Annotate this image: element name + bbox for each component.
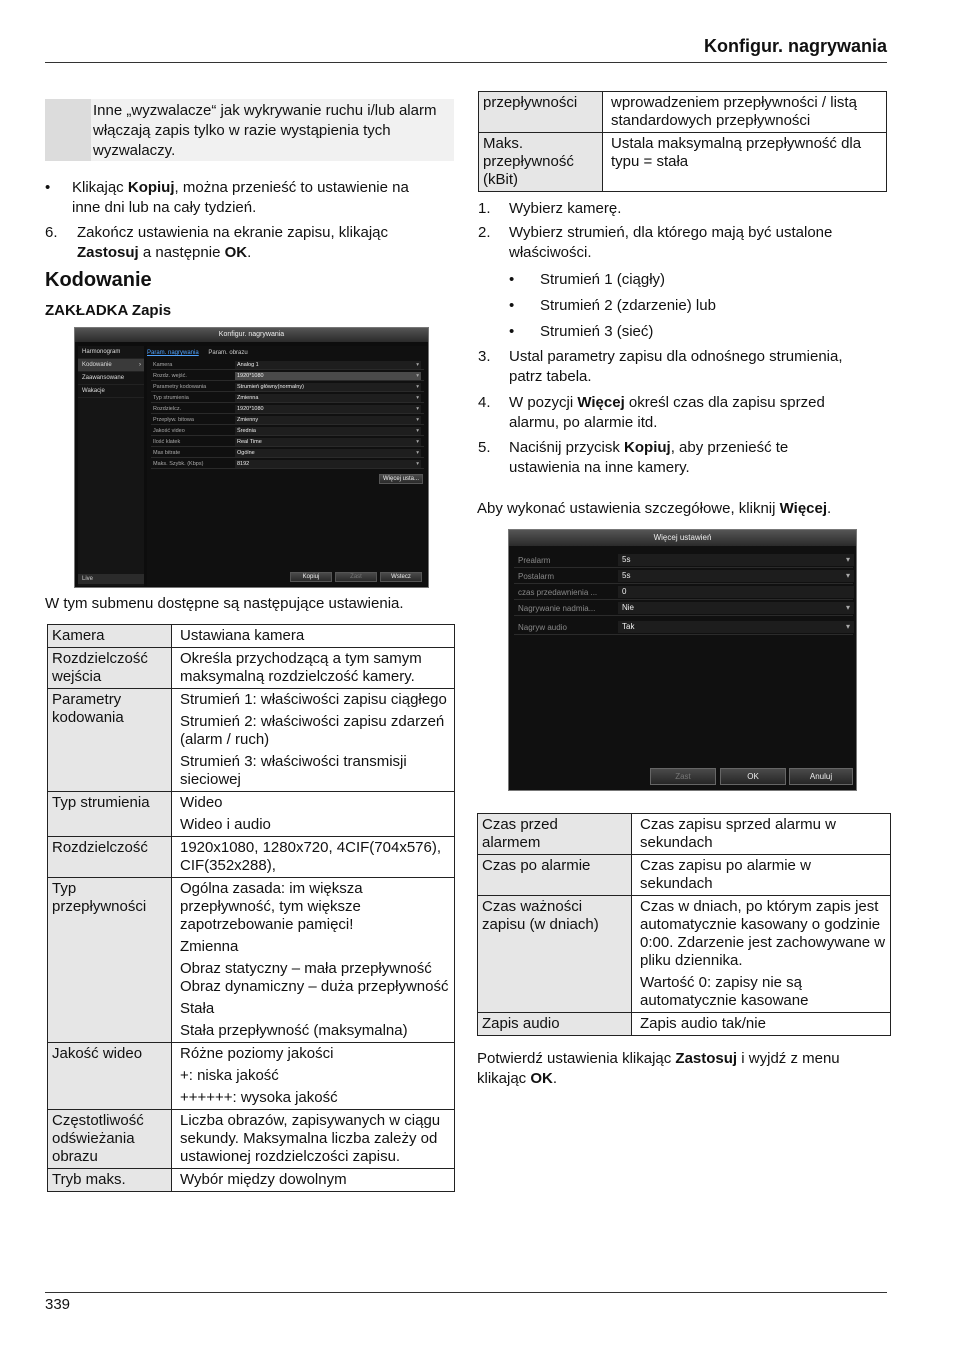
param-desc-paragraph: Stała bbox=[180, 1000, 215, 1017]
field-resolution[interactable] bbox=[151, 405, 424, 414]
field-value-box bbox=[235, 460, 421, 468]
param-name-line: Parametry bbox=[52, 691, 122, 708]
step4-line2: alarmu, po alarmie itd. bbox=[509, 414, 658, 431]
stream-bullet-marker: • bbox=[509, 323, 515, 340]
param-name-line: przepływności bbox=[52, 898, 147, 915]
recording-config-screenshot bbox=[74, 327, 429, 588]
step4-pre: W pozycji bbox=[509, 394, 578, 411]
field-prealarm[interactable] bbox=[514, 553, 853, 568]
copy-bullet-bold: Kopiuj bbox=[127, 179, 175, 196]
copy-bullet-pre: Klikając bbox=[72, 179, 128, 196]
table-row bbox=[48, 689, 455, 792]
param-name-line: Jakość wideo bbox=[52, 1045, 143, 1062]
more-text-pre: Aby wykonać ustawienia szczegółowe, kliknij bbox=[477, 500, 780, 517]
field-value: 0 bbox=[622, 587, 627, 596]
param-desc-paragraph: wprowadzeniem przepływności / listą standardowych przepływności bbox=[611, 94, 857, 129]
param-name-line: Tryb maks. bbox=[52, 1171, 126, 1188]
settings-table-body bbox=[48, 625, 455, 1192]
dropdown-arrow-icon: ▾ bbox=[416, 362, 419, 368]
dropdown-arrow-icon: ▾ bbox=[416, 450, 419, 456]
field-value: Średnia bbox=[237, 428, 256, 434]
field-value-box bbox=[618, 570, 854, 582]
param-name-cell bbox=[478, 1013, 632, 1036]
alarm-settings-table-body bbox=[478, 814, 891, 1036]
intro-text: W tym submenu dostępne są następujące ustawienia. bbox=[45, 595, 404, 612]
field-value: Strumień główny(normalny) bbox=[237, 384, 304, 390]
field-label: Parametry kodowania bbox=[153, 384, 207, 390]
confirm-line2-pre: klikając bbox=[477, 1070, 531, 1087]
note-marker bbox=[45, 99, 91, 161]
field-frame-rate[interactable] bbox=[151, 438, 424, 447]
dropdown-arrow-icon: ▾ bbox=[416, 395, 419, 401]
step4-text bbox=[509, 393, 889, 433]
param-name-line: zapisu (w dniach) bbox=[482, 916, 599, 933]
stream-bullet-3: Strumień 3 (sieć) bbox=[540, 323, 654, 340]
param-name-cell bbox=[479, 133, 603, 192]
step6-bold2: OK bbox=[224, 244, 248, 261]
field-value: Zmienny bbox=[237, 417, 259, 423]
step2-line1: Wybierz strumień, dla którego mają być ustalone bbox=[509, 224, 833, 241]
chevron-right-icon: › bbox=[139, 362, 141, 368]
step4-number: 4. bbox=[478, 394, 491, 411]
param-name-line: (kBit) bbox=[483, 171, 518, 188]
step4-bold: Więcej bbox=[577, 394, 625, 411]
dropdown-arrow-icon: ▾ bbox=[416, 373, 419, 379]
field-label: Maks. Szybk. (Kbps) bbox=[153, 461, 204, 467]
screenshot1-main bbox=[147, 346, 427, 586]
dropdown-arrow-icon: ▾ bbox=[845, 555, 850, 564]
table-row bbox=[48, 648, 455, 689]
step5-text bbox=[509, 438, 889, 478]
field-bitrate-type[interactable] bbox=[151, 416, 424, 425]
field-value-box bbox=[235, 405, 421, 413]
step3-line1: Ustal parametry zapisu dla odnośnego strumienia, bbox=[509, 348, 843, 365]
page-header-title: Konfigur. nagrywania bbox=[703, 36, 887, 56]
param-name-line: odświeżania bbox=[52, 1130, 135, 1147]
param-desc-paragraph: Czas zapisu sprzed alarmu w sekundach bbox=[640, 816, 836, 851]
confirm-text bbox=[477, 1049, 897, 1089]
field-camera[interactable] bbox=[151, 361, 424, 370]
table-row bbox=[48, 1169, 455, 1192]
table-row bbox=[479, 133, 887, 192]
step1-text: Wybierz kamerę. bbox=[509, 200, 622, 217]
param-desc-cell bbox=[172, 1043, 455, 1110]
field-label: Nagrywanie nadmia... bbox=[518, 604, 596, 613]
step3-line2: patrz tabela. bbox=[509, 368, 592, 385]
page-number: 339 bbox=[45, 1296, 71, 1313]
field-expiry-time[interactable] bbox=[514, 585, 853, 600]
field-value-box bbox=[235, 383, 421, 391]
param-desc-cell bbox=[603, 92, 887, 133]
copy-bullet-post: , można przenieść to ustawienie na bbox=[174, 179, 409, 196]
field-value-box bbox=[618, 602, 854, 614]
param-desc-cell bbox=[632, 814, 891, 855]
field-label: Ilość klatek bbox=[153, 439, 181, 445]
param-name-cell bbox=[48, 837, 172, 878]
param-name-line: Typ bbox=[52, 880, 77, 897]
param-desc-paragraph: Wideo i audio bbox=[180, 816, 271, 833]
param-name-cell bbox=[478, 855, 632, 896]
stream-bullet-1: Strumień 1 (ciągły) bbox=[540, 271, 666, 288]
param-name-line: Rozdzielczość bbox=[52, 839, 148, 856]
dropdown-arrow-icon: ▾ bbox=[416, 461, 419, 467]
param-desc-paragraph: Ustawiana kamera bbox=[180, 627, 305, 644]
more-text-bold: Więcej bbox=[779, 500, 828, 517]
stream-bullet-marker: • bbox=[509, 271, 515, 288]
dropdown-arrow-icon: ▾ bbox=[416, 406, 419, 412]
section-subheading: ZAKŁADKA Zapis bbox=[45, 302, 172, 319]
live-button[interactable]: Live bbox=[78, 574, 144, 584]
field-value: 5s bbox=[622, 571, 631, 580]
param-desc-paragraph: Zapis audio tak/nie bbox=[640, 1015, 766, 1032]
dropdown-arrow-icon: ▾ bbox=[416, 384, 419, 390]
param-desc-paragraph: Ogólna zasada: im większa przepływność, tym większe zapotrzebowanie pamięci! bbox=[180, 880, 363, 933]
field-value: 1920*1080 bbox=[237, 373, 264, 379]
field-value: Zmienna bbox=[237, 395, 259, 401]
field-label: Kamera bbox=[153, 362, 173, 368]
param-name-cell bbox=[48, 689, 172, 792]
note-text: Inne „wyzwalacze“ jak wykrywanie ruchu i/lub alarm włączają zapis tylko w razie wystąpienia tych wyzwalaczy. bbox=[93, 102, 437, 159]
dropdown-arrow-icon: ▾ bbox=[845, 622, 850, 631]
step4-post: określ czas dla zapisu sprzed bbox=[624, 394, 825, 411]
field-value: Tak bbox=[622, 622, 635, 631]
dropdown-arrow-icon: ▾ bbox=[845, 571, 850, 580]
screenshot2-title: Więcej ustawień bbox=[509, 530, 856, 546]
param-name-cell bbox=[48, 1043, 172, 1110]
param-desc-paragraph: Obraz statyczny – mała przepływność Obraz dynamiczny – duża przepływność bbox=[180, 960, 449, 995]
field-label: Przepływ. bitowa bbox=[153, 417, 194, 423]
table-row bbox=[48, 1110, 455, 1169]
bitrate-table-body bbox=[479, 92, 887, 192]
table-row bbox=[479, 92, 887, 133]
sidebar-item-schedule[interactable]: Harmonogram bbox=[78, 346, 144, 359]
step6-number: 6. bbox=[45, 224, 58, 241]
tab-image-params[interactable]: Param. obrazu bbox=[208, 350, 248, 356]
more-text-post: . bbox=[827, 500, 832, 517]
field-value: 8192 bbox=[237, 461, 250, 467]
param-name-line: Typ strumienia bbox=[52, 794, 150, 811]
screenshot1-tabs bbox=[147, 348, 256, 358]
param-desc-paragraph: Określa przychodzącą a tym samym maksymalną rozdzielczość kamery. bbox=[180, 650, 422, 685]
param-desc-cell bbox=[632, 855, 891, 896]
table-row bbox=[478, 896, 891, 1013]
param-desc-paragraph: +: niska jakość bbox=[180, 1067, 279, 1084]
param-name-cell bbox=[48, 648, 172, 689]
param-desc-paragraph: Wybór między dowolnym bbox=[180, 1171, 347, 1188]
step5-pre: Naciśnij przycisk bbox=[509, 439, 625, 456]
more-settings-button[interactable]: Więcej usta... bbox=[379, 474, 423, 484]
param-name-line: przepływność bbox=[483, 153, 574, 170]
field-postalarm[interactable] bbox=[514, 569, 853, 584]
param-name-line: Czas ważności bbox=[482, 898, 583, 915]
param-name-cell bbox=[48, 878, 172, 1043]
tab-record-params[interactable]: Param. nagrywania bbox=[147, 350, 199, 356]
table-row bbox=[48, 792, 455, 837]
param-name-line: Zapis audio bbox=[482, 1015, 560, 1032]
field-max-bitrate-mode[interactable] bbox=[151, 449, 424, 458]
param-name-cell bbox=[479, 92, 603, 133]
param-name-line: obrazu bbox=[52, 1148, 98, 1165]
step6-text bbox=[77, 223, 462, 263]
step5-number: 5. bbox=[478, 439, 491, 456]
field-value-box bbox=[235, 416, 421, 424]
alarm-settings-table bbox=[477, 813, 891, 1036]
sidebar-item-encoding[interactable] bbox=[78, 359, 144, 372]
section-heading: Kodowanie bbox=[45, 269, 152, 291]
table-row bbox=[478, 855, 891, 896]
param-desc-paragraph: ++++++: wysoka jakość bbox=[180, 1089, 338, 1106]
confirm-mid: i wyjdź z menu bbox=[737, 1050, 840, 1067]
sidebar-item-holidays[interactable]: Wakacje bbox=[78, 385, 144, 398]
table-row bbox=[48, 1043, 455, 1110]
param-desc-paragraph: Strumień 2: właściwości zapisu zdarzeń (alarm / ruch) bbox=[180, 713, 445, 748]
param-name-line: Częstotliwość bbox=[52, 1112, 144, 1129]
param-name-line: Czas przed bbox=[482, 816, 558, 833]
sidebar-item-encoding-label: Kodowanie bbox=[82, 362, 112, 368]
note-box bbox=[45, 99, 454, 161]
table-row bbox=[48, 625, 455, 648]
param-name-line: przepływności bbox=[483, 94, 578, 111]
field-label: Nagryw audio bbox=[518, 623, 567, 632]
field-label: Max bitrate bbox=[153, 450, 181, 456]
step5-line2: ustawienia na inne kamery. bbox=[509, 459, 690, 476]
field-value: 1920*1080 bbox=[237, 406, 264, 412]
step1-number: 1. bbox=[478, 200, 491, 217]
field-label: Rozdz. wejść. bbox=[153, 373, 187, 379]
param-desc-paragraph: Zmienna bbox=[180, 938, 239, 955]
param-name-line: Rozdzielczość bbox=[52, 650, 148, 667]
field-input-resolution bbox=[151, 372, 424, 381]
table-row bbox=[48, 878, 455, 1043]
param-name-cell bbox=[48, 792, 172, 837]
step2-number: 2. bbox=[478, 224, 491, 241]
settings-table bbox=[47, 624, 455, 1192]
field-value-box bbox=[235, 427, 421, 435]
field-label: Rozdzielcz. bbox=[153, 406, 182, 412]
field-value: Ogólne bbox=[237, 450, 255, 456]
header-divider bbox=[45, 62, 887, 63]
back-button[interactable]: Wstecz bbox=[380, 572, 422, 582]
param-desc-paragraph: 1920x1080, 1280x720, 4CIF(704x576), CIF(352x288), bbox=[180, 839, 442, 874]
step6-end: . bbox=[247, 244, 252, 261]
confirm-bold2: OK bbox=[530, 1070, 553, 1087]
param-name-line: Maks. bbox=[483, 135, 524, 152]
param-desc-paragraph: Strumień 1: właściwości zapisu ciągłego bbox=[180, 691, 447, 708]
field-value-box bbox=[235, 361, 421, 369]
ok-button[interactable]: OK bbox=[720, 768, 786, 785]
param-desc-cell bbox=[172, 689, 455, 792]
step3-text bbox=[509, 347, 889, 387]
step5-post: , aby przenieść te bbox=[670, 439, 789, 456]
field-max-bitrate[interactable] bbox=[151, 460, 424, 469]
apply-button[interactable]: Zast bbox=[650, 768, 716, 785]
param-desc-paragraph: Wideo bbox=[180, 794, 223, 811]
param-name-cell bbox=[48, 1169, 172, 1192]
param-desc-paragraph: Stała przepływność (maksymalna) bbox=[180, 1022, 408, 1039]
step5-bold: Kopiuj bbox=[624, 439, 671, 456]
step6-line1: Zakończ ustawienia na ekranie zapisu, klikając bbox=[77, 224, 388, 241]
confirm-pre: Potwierdź ustawienia klikając bbox=[477, 1050, 676, 1067]
table-row bbox=[48, 837, 455, 878]
param-name-line: Kamera bbox=[52, 627, 105, 644]
field-redundant-recording[interactable] bbox=[514, 601, 853, 616]
param-desc-cell bbox=[172, 648, 455, 689]
copy-button[interactable]: Kopiuj bbox=[290, 572, 332, 582]
param-desc-paragraph: Wartość 0: zapisy nie są automatycznie kasowane bbox=[640, 974, 809, 1009]
apply-button[interactable]: Zast bbox=[335, 572, 377, 582]
param-name-cell bbox=[478, 814, 632, 855]
param-desc-cell bbox=[172, 837, 455, 878]
param-name-cell bbox=[48, 1110, 172, 1169]
bitrate-table bbox=[478, 91, 887, 192]
param-desc-paragraph: Ustala maksymalną przepływność dla typu = stała bbox=[611, 135, 862, 170]
bullet-marker: • bbox=[45, 179, 51, 196]
field-label: Prealarm bbox=[518, 556, 551, 565]
param-desc-paragraph: Liczba obrazów, zapisywanych w ciągu sekundy. Maksymalna liczba zależy od ustawionej rozdzielczości zapisu. bbox=[180, 1112, 441, 1165]
param-name-line: kodowania bbox=[52, 709, 124, 726]
param-desc-cell bbox=[172, 1169, 455, 1192]
table-row bbox=[478, 1013, 891, 1036]
param-desc-paragraph: Czas zapisu po alarmie w sekundach bbox=[640, 857, 811, 892]
field-label: Typ strumienia bbox=[153, 395, 189, 401]
param-desc-paragraph: Strumień 3: właściwości transmisji sieciowej bbox=[180, 753, 407, 788]
table-row bbox=[478, 814, 891, 855]
dropdown-arrow-icon: ▾ bbox=[416, 417, 419, 423]
field-value-box bbox=[618, 554, 854, 566]
more-settings-screenshot bbox=[508, 529, 857, 791]
step3-number: 3. bbox=[478, 348, 491, 365]
step2-text bbox=[509, 223, 889, 263]
param-name-line: Czas po alarmie bbox=[482, 857, 591, 874]
confirm-bold1: Zastosuj bbox=[675, 1050, 738, 1067]
step6-mid: a następnie bbox=[138, 244, 225, 261]
field-value-box bbox=[618, 586, 854, 598]
cancel-button[interactable]: Anuluj bbox=[789, 768, 853, 785]
param-name-cell bbox=[48, 625, 172, 648]
field-audio-recording[interactable] bbox=[514, 620, 853, 635]
param-desc-cell bbox=[603, 133, 887, 192]
field-encoding-params[interactable] bbox=[151, 383, 424, 392]
copy-bullet-text bbox=[72, 178, 462, 218]
confirm-end: . bbox=[552, 1070, 558, 1087]
step2-line2: właściwości. bbox=[509, 244, 592, 261]
field-label: Postalarm bbox=[518, 572, 555, 581]
field-label: Jakość video bbox=[153, 428, 185, 434]
dropdown-arrow-icon: ▾ bbox=[845, 603, 850, 612]
sidebar-item-advanced[interactable]: Zaawansowane bbox=[78, 372, 144, 385]
field-value-box bbox=[235, 394, 421, 402]
dropdown-arrow-icon: ▾ bbox=[416, 439, 419, 445]
copy-bullet-line2: inne dni lub na cały tydzień. bbox=[72, 199, 257, 216]
param-desc-paragraph: Czas w dniach, po którym zapis jest automatycznie kasowany o godzinie 0:00. Zdarzenie jest zachowywane w pliku dziennika. bbox=[640, 898, 886, 969]
footer-divider bbox=[45, 1292, 887, 1293]
field-value: Analog 1 bbox=[237, 362, 259, 368]
more-settings-text bbox=[477, 499, 831, 519]
stream-bullet-2: Strumień 2 (zdarzenie) lub bbox=[540, 297, 716, 314]
field-value: Nie bbox=[622, 603, 635, 612]
dropdown-arrow-icon: ▾ bbox=[416, 428, 419, 434]
field-value-box bbox=[235, 438, 421, 446]
param-desc-cell bbox=[172, 1110, 455, 1169]
step6-bold1: Zastosuj bbox=[77, 244, 139, 261]
stream-bullet-marker: • bbox=[509, 297, 515, 314]
param-desc-cell bbox=[172, 792, 455, 837]
field-value-box bbox=[235, 372, 421, 380]
param-name-line: alarmem bbox=[482, 834, 541, 851]
screenshot1-sidebar bbox=[78, 346, 144, 586]
field-video-quality[interactable] bbox=[151, 427, 424, 436]
param-desc-cell bbox=[172, 625, 455, 648]
param-desc-cell bbox=[172, 878, 455, 1043]
field-label: czas przedawnienia ... bbox=[518, 588, 598, 597]
field-value-box bbox=[618, 621, 854, 633]
param-name-line: wejścia bbox=[52, 668, 102, 685]
field-stream-type[interactable] bbox=[151, 394, 424, 403]
field-value-box bbox=[235, 449, 421, 457]
param-desc-paragraph: Różne poziomy jakości bbox=[180, 1045, 334, 1062]
param-name-cell bbox=[478, 896, 632, 1013]
param-desc-cell bbox=[632, 1013, 891, 1036]
field-value: 5s bbox=[622, 555, 631, 564]
param-desc-cell bbox=[632, 896, 891, 1013]
screenshot1-title: Konfigur. nagrywania bbox=[75, 328, 428, 342]
field-value: Real Time bbox=[237, 439, 262, 445]
